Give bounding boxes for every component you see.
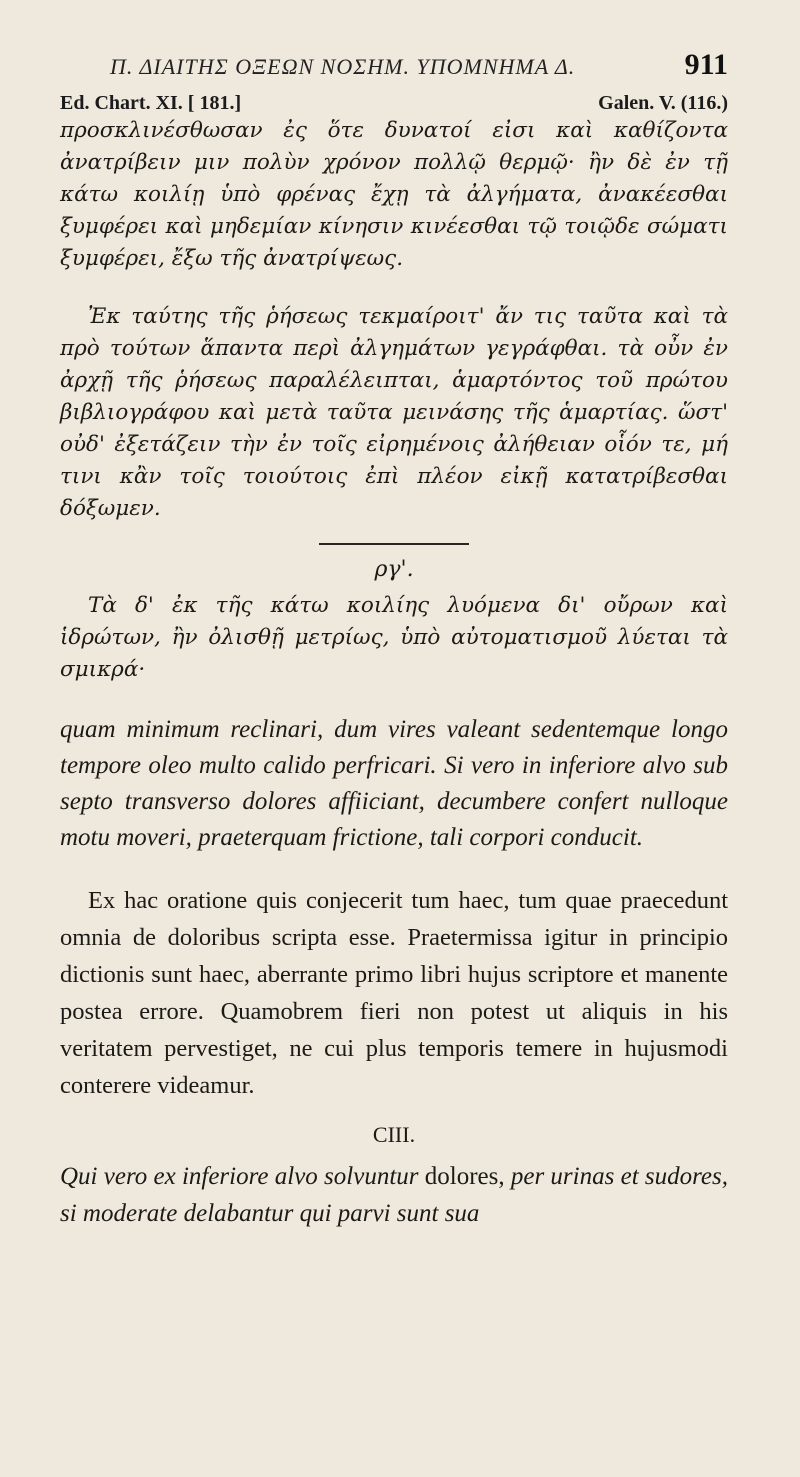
section-number-greek: ργ'.: [374, 557, 414, 582]
running-head: [60, 44, 728, 84]
reference-right: Galen. V. (116.): [598, 92, 728, 114]
greek-paragraph-3: Τὰ δ' ἐκ τῆς κάτω κοιλίης λυόμενα δι' οὔρων καὶ ἱδρώτων, ἢν ὀλισθῇ μετρίως, ὑπὸ αὐτοματισμοῦ λύεται τὰ σμικρά·: [60, 593, 728, 682]
running-title: Π. ΔΙΑΙΤΗΣ ΟΞΕΩΝ ΝΟΣΗΜ. ΥΠΟΜΝΗΜΑ Δ.: [110, 54, 576, 79]
reference-left: Ed. Chart. XI. [ 181.]: [60, 92, 242, 114]
section-rule: [319, 543, 469, 545]
final-paragraph: [60, 1158, 728, 1232]
final-segment-1: Qui vero ex inferiore alvo solvuntur: [60, 1163, 419, 1190]
final-segment-3: per urinas et sudores, si moderate delabantur qui parvi sunt sua: [60, 1163, 728, 1227]
page-number: 911: [684, 48, 728, 81]
greek-paragraph-2: Ἐκ ταύτης τῆς ῥήσεως τεκμαίροιτ' ἄν τις ταῦτα καὶ τὰ πρὸ τούτων ἅπαντα περὶ ἀλγημάτων γεγράφθαι. τὰ οὖν ἐν ἀρχῇ τῆς ῥήσεως παραλέλειπται, ἁμαρτόντος τοῦ πρώτου βιβλιογράφου καὶ μετὰ ταῦτα μεινάσης τῆς ἁμαρτίας. ὥστ' οὐδ' ἐξετάζειν τὴν ἐν τοῖς εἰρημένοις ἀλήθειαν οἷόν τε, μή τινι κἂν τοῖς τοιούτοις ἐπὶ πλέον εἰκῇ κατατρίβεσθαι δόξωμεν.: [60, 304, 728, 521]
section-number-roman: CIII.: [372, 1122, 416, 1147]
edition-reference: [60, 92, 728, 115]
latin-translation: quam minimum reclinari, dum vires valeant sedentemque longo tempore oleo multo calido perfricari. Si vero in inferiore alvo sub septo transverso dolores affiiciant, decumbere confert nulloque motu moveri, praeterquam frictione, tali corpori conducit.: [60, 716, 728, 851]
final-segment-2: dolores,: [418, 1163, 511, 1190]
greek-paragraph-1: προσκλινέσθωσαν ἐς ὅτε δυνατοί εἰσι καὶ καθίζοντα ἀνατρίβειν μιν πολὺν χρόνον πολλῷ θερμῷ· ἢν δὲ ἐν τῇ κάτω κοιλίῃ ὑπὸ φρένας ἔχῃ τὰ ἀλγήματα, ἀνακέεσθαι ξυμφέρει καὶ μηδεμίαν κίνησιν κινέεσθαι τῷ τοιῷδε σώματι ξυμφέρει, ἔξω τῆς ἀνατρίψεως.: [60, 118, 728, 271]
latin-commentary: Ex hac oratione quis conjecerit tum haec, tum quae praecedunt omnia de doloribus scripta esse. Praetermissa igitur in principio dictionis sunt haec, aberrante primo libri hujus scriptore et manente postea errore. Quamobrem fieri non potest ut aliquis in his veritatem pervestiget, ne cui plus temporis temere in hujusmodi conterere videamur.: [60, 887, 728, 1099]
